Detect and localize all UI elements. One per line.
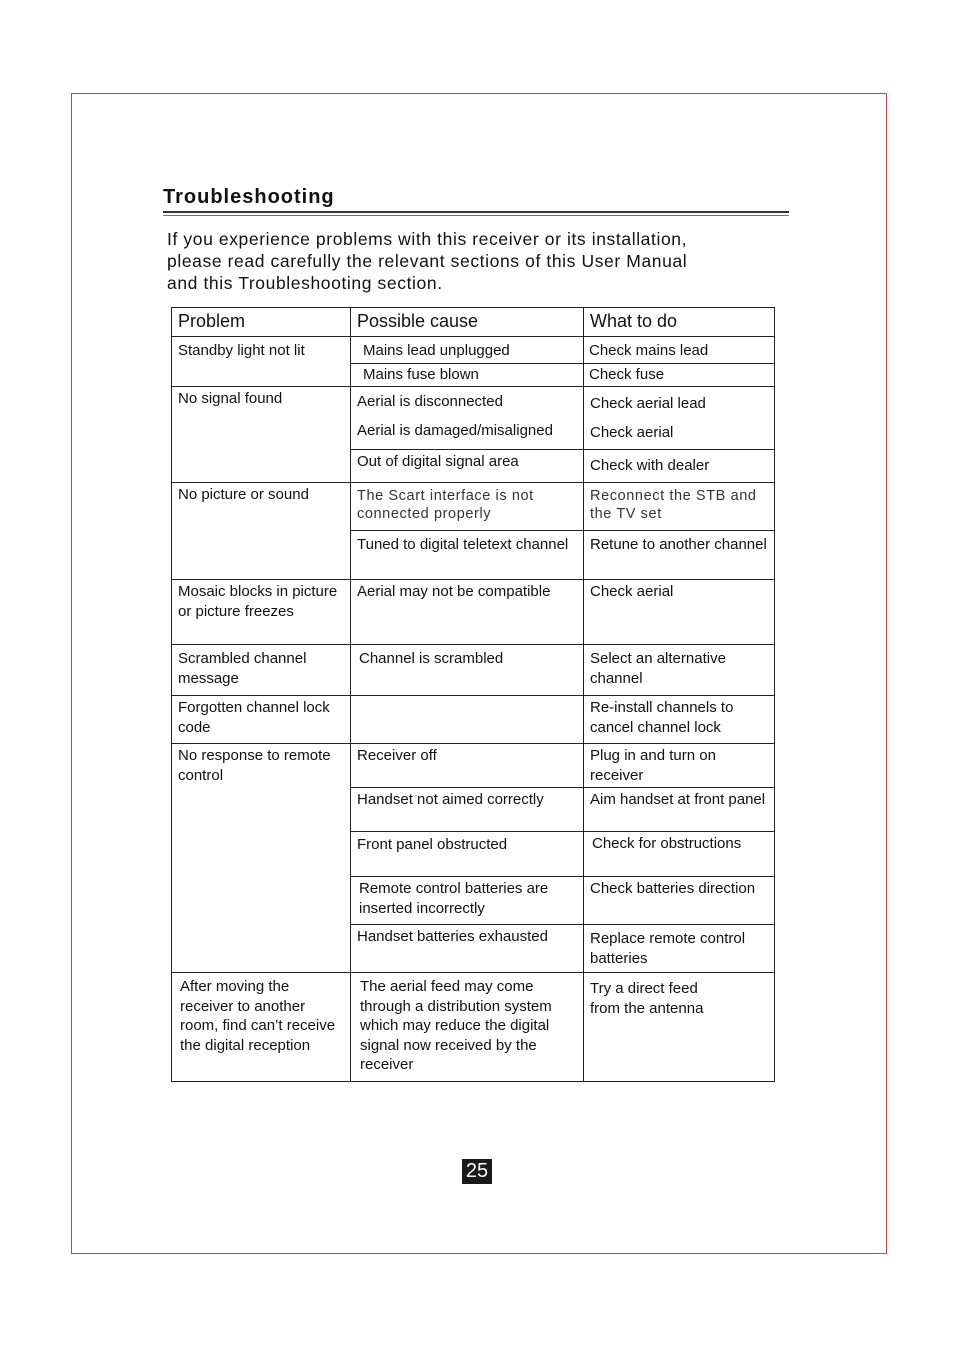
- problem-cell: Standby light not lit: [172, 337, 351, 387]
- troubleshooting-table: [171, 307, 775, 1082]
- header-problem: Problem: [172, 308, 351, 337]
- page-number: 25: [462, 1159, 492, 1184]
- cause-cell: The aerial feed may come through a distribution system which may reduce the digital signal now received by the receiver: [351, 973, 584, 1082]
- problem-cell: No response to remote control: [172, 744, 351, 973]
- action-cell: Check with dealer: [584, 450, 775, 483]
- problem-cell: No picture or sound: [172, 483, 351, 580]
- action-cell: Check batteries direction: [584, 877, 775, 925]
- intro-paragraph: [167, 228, 767, 294]
- action-cell: Check for obstructions: [584, 832, 775, 877]
- page-title: Troubleshooting: [163, 186, 335, 208]
- action-cell: Replace remote control batteries: [584, 925, 775, 973]
- problem-cell: Scrambled channel message: [172, 645, 351, 696]
- cause-cell: Handset batteries exhausted: [351, 925, 584, 973]
- table-header-row: [172, 308, 775, 337]
- action-cell: Aim handset at front panel: [584, 788, 775, 832]
- action-cell: [584, 387, 775, 450]
- cause-cell: The Scart interface is not connected properly: [351, 483, 584, 531]
- action-cell: Reconnect the STB and the TV set: [584, 483, 775, 531]
- cause-cell: Front panel obstructed: [351, 832, 584, 877]
- table-row: [172, 645, 775, 696]
- title-rule-thin: [163, 215, 789, 216]
- problem-cell: No signal found: [172, 387, 351, 483]
- cause-line: Aerial is damaged/misaligned: [357, 422, 553, 439]
- cause-cell: [351, 696, 584, 744]
- cause-cell: Tuned to digital teletext channel: [351, 531, 584, 580]
- header-action: What to do: [584, 308, 775, 337]
- action-cell: Retune to another channel: [584, 531, 775, 580]
- table-row: [172, 483, 775, 531]
- cause-line: Aerial is disconnected: [357, 393, 503, 410]
- intro-line: If you experience problems with this receiver or its installation,: [167, 229, 688, 249]
- table-row: [172, 973, 775, 1082]
- cause-cell: Remote control batteries are inserted incorrectly: [351, 877, 584, 925]
- problem-cell: After moving the receiver to another room, find can’t receive the digital reception: [172, 973, 351, 1082]
- action-cell: Check mains lead: [584, 337, 775, 364]
- action-cell: Check fuse: [584, 363, 775, 387]
- table-row: [172, 696, 775, 744]
- action-cell: Plug in and turn on receiver: [584, 744, 775, 788]
- table-row: [172, 744, 775, 788]
- cause-cell: Handset not aimed correctly: [351, 788, 584, 832]
- table-row: [172, 337, 775, 364]
- cause-cell: Channel is scrambled: [351, 645, 584, 696]
- problem-cell: Mosaic blocks in picture or picture freezes: [172, 580, 351, 645]
- action-line: Check aerial lead: [590, 395, 706, 412]
- cause-cell: Out of digital signal area: [351, 450, 584, 483]
- header-cause: Possible cause: [351, 308, 584, 337]
- action-cell: Try a direct feed from the antenna: [584, 973, 775, 1082]
- action-cell: Check aerial: [584, 580, 775, 645]
- title-rule: [163, 211, 789, 213]
- cause-cell: Receiver off: [351, 744, 584, 788]
- cause-cell: Mains fuse blown: [351, 363, 584, 387]
- cause-cell: [351, 387, 584, 450]
- cause-cell: Mains lead unplugged: [351, 337, 584, 364]
- cause-cell: Aerial may not be compatible: [351, 580, 584, 645]
- table-row: [172, 387, 775, 450]
- action-cell: Select an alternative channel: [584, 645, 775, 696]
- table-row: [172, 580, 775, 645]
- action-line: Check aerial: [590, 424, 674, 441]
- action-cell: Re-install channels to cancel channel lock: [584, 696, 775, 744]
- problem-cell: Forgotten channel lock code: [172, 696, 351, 744]
- intro-line: please read carefully the relevant sections of this User Manual: [167, 251, 688, 271]
- intro-line: and this Troubleshooting section.: [167, 273, 443, 293]
